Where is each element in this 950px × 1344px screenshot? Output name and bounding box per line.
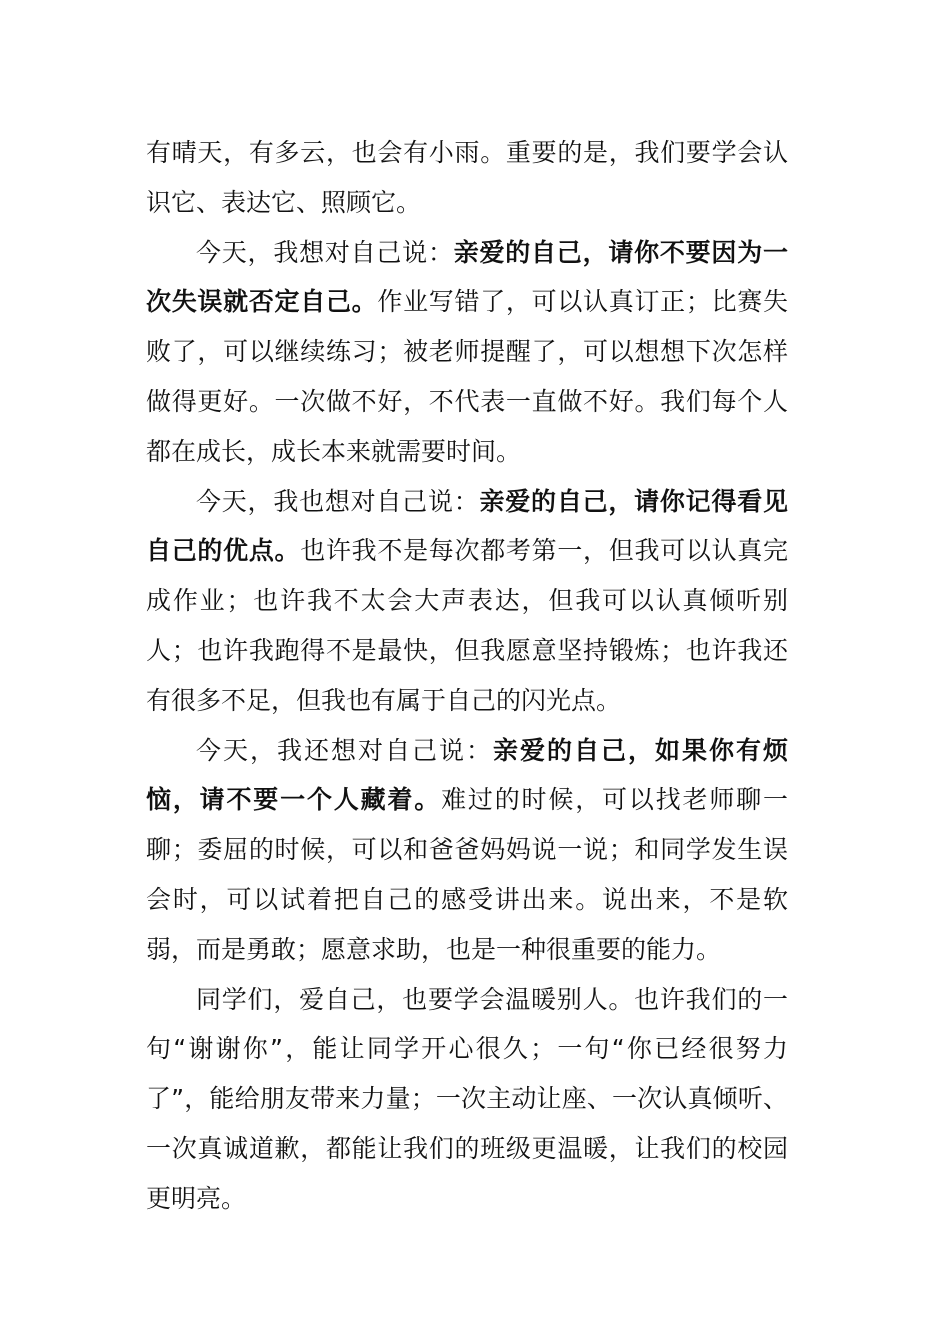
paragraph-1 [146,128,788,228]
document-body [146,128,788,1224]
paragraph-5 [146,975,788,1224]
paragraph-2-emphasis: 亲爱的自己，请你不要因为一次失误就否定自己。 [146,237,788,317]
paragraph-4-body: 难过的时候，可以找老师聊一聊；委屈的时候，可以和爸爸妈妈说一说；和同学发生误会时，可以试着把自己的感受讲出来。说出来，不是软弱，而是勇敢；愿意求助，也是一种很重要的能力。 [146,785,788,964]
paragraph-3-body: 也许我不是每次都考第一，但我可以认真完成作业；也许我不太会大声表达，但我可以认真倾听别人；也许我跑得不是最快，但我愿意坚持锻炼；也许我还有很多不足，但我也有属于自己的闪光点。 [146,536,788,715]
paragraph-4-lead: 今天，我还想对自己说： [196,735,493,765]
paragraph-4-emphasis: 亲爱的自己，如果你有烦恼，请不要一个人藏着。 [146,735,788,815]
paragraph-3 [146,477,788,726]
paragraph-5-text: 同学们，爱自己，也要学会温暖别人。也许我们的一句“谢谢你”，能让同学开心很久；一句“你已经很努力了”，能给朋友带来力量；一次主动让座、一次认真倾听、一次真诚道歉，都能让我们的班级更温暖，让我们的校园更明亮。 [146,984,788,1213]
paragraph-3-emphasis: 亲爱的自己，请你记得看见自己的优点。 [146,486,788,566]
paragraph-3-lead: 今天，我也想对自己说： [196,486,480,516]
paragraph-2-body: 作业写错了，可以认真订正；比赛失败了，可以继续练习；被老师提醒了，可以想想下次怎样做得更好。一次做不好，不代表一直做不好。我们每个人都在成长，成长本来就需要时间。 [146,287,788,466]
paragraph-2-lead: 今天，我想对自己说： [196,237,454,267]
paragraph-2 [146,228,788,477]
paragraph-1-text: 有晴天，有多云，也会有小雨。重要的是，我们要学会认识它、表达它、照顾它。 [146,138,788,217]
paragraph-4 [146,726,788,975]
